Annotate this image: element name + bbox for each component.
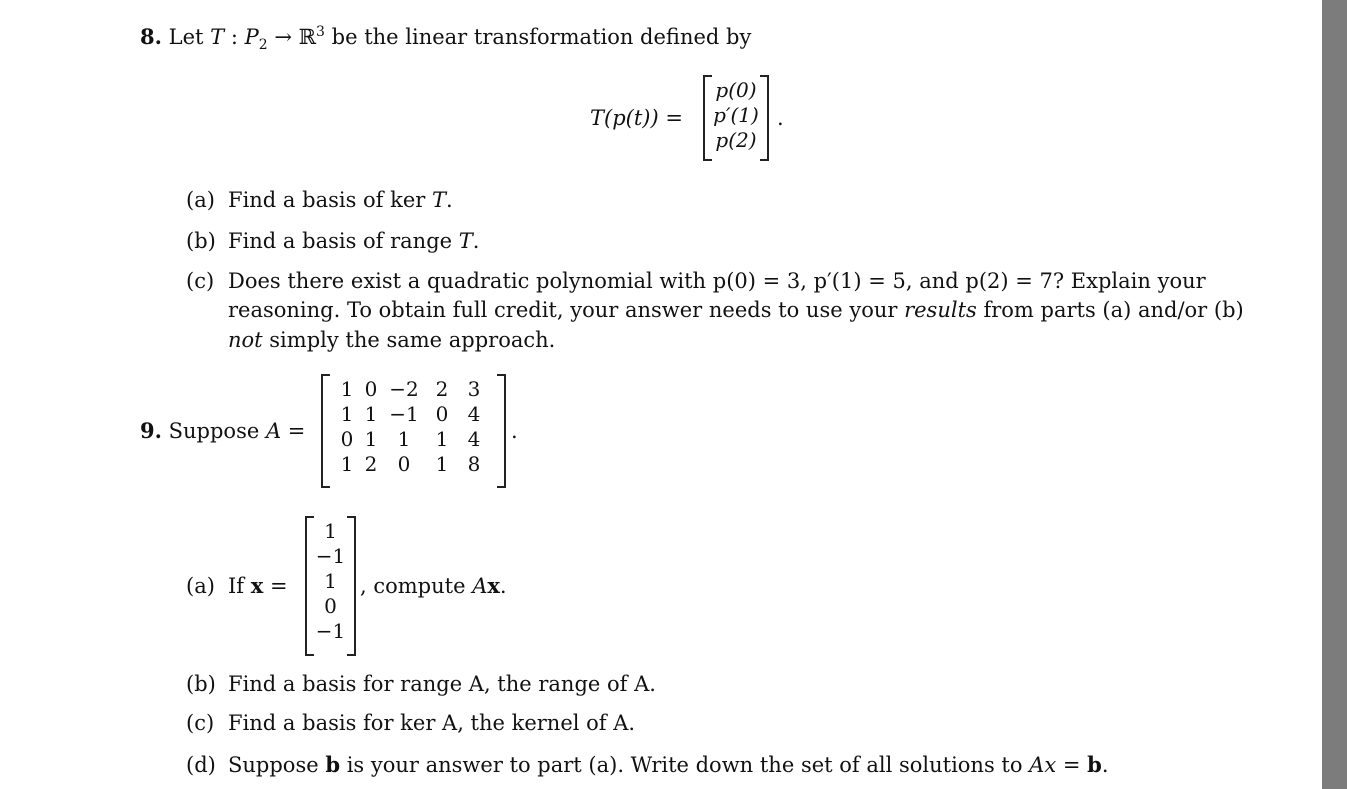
problem-9-suppose: Suppose xyxy=(168,419,266,443)
p9-part-b-label: (b) xyxy=(186,672,216,696)
matrix-A-cell: 2 xyxy=(435,377,449,401)
problem-8-part-b xyxy=(186,226,479,256)
part-b-T: T xyxy=(458,229,473,253)
symbol-R-superscript: 3 xyxy=(316,24,325,40)
p9-compute-period: . xyxy=(499,574,507,598)
symbol-P: P xyxy=(244,25,259,49)
vector-x-entry: 1 xyxy=(324,569,337,593)
p9-part-d-eq: = xyxy=(1056,753,1088,777)
side-panel-strip xyxy=(1322,0,1347,789)
vector-x-entry: 0 xyxy=(324,594,337,618)
part-a-period: . xyxy=(446,188,453,212)
symbol-T: T xyxy=(210,25,225,49)
definition-vector-entry: p(0) xyxy=(715,78,757,102)
symbol-x: x xyxy=(250,573,264,598)
colon: : xyxy=(224,25,245,49)
p9-part-a-label: (a) xyxy=(186,574,215,598)
matrix-A-cell: 0 xyxy=(435,402,449,426)
part-a-text: Find a basis of ker xyxy=(228,188,432,212)
part-c-label: (c) xyxy=(186,269,215,293)
arrow-R: → ℝ xyxy=(267,25,317,49)
problem-8-part-c-line1 xyxy=(186,266,1206,296)
vector-x-entry: 1 xyxy=(324,519,337,543)
problem-8-intro-a: Let xyxy=(168,25,211,49)
matrix-A-cell: 4 xyxy=(467,402,481,426)
problem-9-part-a xyxy=(186,571,288,601)
p9-compute-text: , compute xyxy=(360,574,473,598)
part-c-line2-a: reasoning. To obtain full credit, your answer needs to use your xyxy=(228,298,905,322)
problem-9-part-c xyxy=(186,708,635,738)
matrix-A-cell: 1 xyxy=(397,427,411,451)
vector-x-entry: −1 xyxy=(315,544,346,568)
matrix-A xyxy=(321,374,506,488)
part-c-results: results xyxy=(904,298,977,322)
problem-8-part-c-line3 xyxy=(228,325,555,355)
symbol-A: A xyxy=(265,419,282,443)
part-b-period: . xyxy=(472,229,480,253)
matrix-A-cell: 0 xyxy=(340,427,354,451)
matrix-A-cell: 1 xyxy=(364,402,378,426)
matrix-A-cell: 1 xyxy=(435,452,449,476)
definition-vector-entry: p(2) xyxy=(715,128,757,152)
problem-9-statement xyxy=(140,416,305,446)
part-a-T: T xyxy=(432,188,447,212)
problem-8-part-a xyxy=(186,185,453,215)
p9-part-a-compute xyxy=(360,571,507,601)
vector-x xyxy=(305,516,356,656)
problem-9-number: 9. xyxy=(140,418,162,443)
matrix-A-cell: 1 xyxy=(340,402,354,426)
p9-part-d-text-b: is your answer to part (a). Write down the set of all solutions to xyxy=(340,753,1030,777)
p9-part-c-text: Find a basis for ker A, the kernel of A. xyxy=(228,711,636,735)
matrix-A-cell: −2 xyxy=(389,377,419,401)
matrix-A-cell: 1 xyxy=(435,427,449,451)
definition-vector xyxy=(703,75,769,161)
p9-part-b-text: Find a basis for range A, the range of A. xyxy=(228,672,656,696)
part-c-line1: Does there exist a quadratic polynomial with p(0) = 3, p′(1) = 5, and p(2) = 7? Explain your xyxy=(228,269,1206,293)
matrix-A-cell: 8 xyxy=(467,452,481,476)
p9-part-d-label: (d) xyxy=(186,753,216,777)
definition-period: . xyxy=(777,106,784,130)
matrix-A-cell: 1 xyxy=(340,452,354,476)
matrix-A-cell: 2 xyxy=(364,452,378,476)
matrix-A-cell: 3 xyxy=(467,377,481,401)
p9-compute-A: A xyxy=(472,574,488,598)
matrix-A-cell: 0 xyxy=(364,377,378,401)
part-b-label: (b) xyxy=(186,229,216,253)
symbol-P-subscript: 2 xyxy=(258,37,268,54)
p9-part-d-b2: b xyxy=(1087,752,1102,777)
matrix-A-cell: −1 xyxy=(389,402,419,426)
problem-9-part-d xyxy=(186,750,1109,780)
matrix-A-cell: 4 xyxy=(467,427,481,451)
problem-8-intro-b: be the linear transformation defined by xyxy=(324,25,752,49)
p9-part-a-eq: = xyxy=(263,574,288,598)
part-c-not: not xyxy=(228,328,263,352)
p9-part-d-end: . xyxy=(1101,753,1109,777)
part-c-line2-b: from parts (a) and/or (b) xyxy=(976,298,1244,322)
part-a-label: (a) xyxy=(186,188,215,212)
p9-part-c-label: (c) xyxy=(186,711,215,735)
p9-part-d-text-a: Suppose xyxy=(228,753,326,777)
matrix-A-cell: 1 xyxy=(340,377,354,401)
problem-9-equals: = xyxy=(281,419,306,443)
matrix-A-cell: 0 xyxy=(397,452,411,476)
p9-part-d-b: b xyxy=(325,752,341,777)
definition-vector-entry: p′(1) xyxy=(713,103,759,127)
matrix-A-cell: 1 xyxy=(364,427,378,451)
problem-8-number: 8. xyxy=(140,24,162,49)
vector-x-entry: −1 xyxy=(315,619,346,643)
p9-part-a-if: If xyxy=(228,574,251,598)
problem-8-part-c-line2 xyxy=(228,295,1244,325)
problem-9-part-b xyxy=(186,669,656,699)
part-c-line3-b: simply the same approach. xyxy=(262,328,556,352)
p9-compute-x: x xyxy=(487,573,500,598)
part-b-text: Find a basis of range xyxy=(228,229,459,253)
p9-part-d-Ax: Ax xyxy=(1029,753,1057,777)
matrix-A-period: . xyxy=(511,419,518,443)
problem-8-statement xyxy=(140,22,751,52)
definition-lhs: T(p(t)) = xyxy=(590,106,683,130)
